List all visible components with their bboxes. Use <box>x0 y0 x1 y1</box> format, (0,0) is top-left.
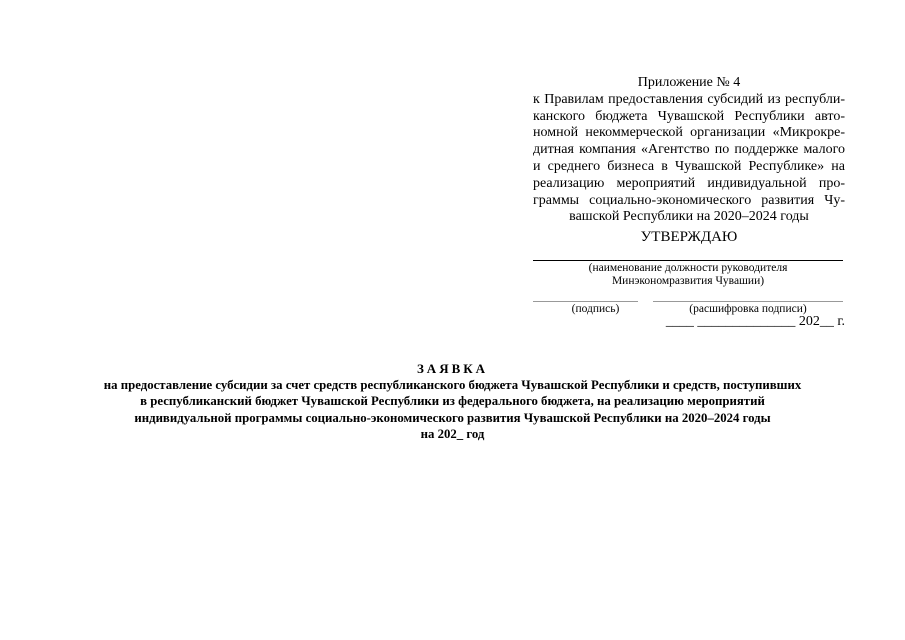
position-caption <box>533 262 843 288</box>
application-line: на 202_ год <box>420 426 485 441</box>
appendix-line: канского бюджета Чувашской Республики авто- <box>533 108 845 124</box>
application-line: индивидуальной программы социально-экономического развития Чувашской Республики на 2020–2024 годы <box>134 410 771 425</box>
decoding-line <box>653 301 843 302</box>
signature-caption: (подпись) <box>571 303 620 315</box>
decoding-caption: (расшифровка подписи) <box>689 303 807 315</box>
position-caption-2: Минэкономразвития Чувашии) <box>611 275 765 287</box>
date-line: ____ ______________ 202__ г. <box>665 314 845 329</box>
appendix-line: граммы социально-экономического развития Чу- <box>533 192 845 208</box>
position-line <box>533 260 843 261</box>
appendix-title: Приложение № 4 <box>637 75 741 90</box>
approval-heading: УТВЕРЖДАЮ <box>640 229 738 245</box>
appendix-line: реализацию мероприятий индивидуальной про- <box>533 175 845 191</box>
appendix-line: дитная компания «Агентство по поддержке малого <box>533 142 845 158</box>
application-title <box>40 361 865 442</box>
application-line: на предоставление субсидии за счет средств республиканского бюджета Чувашской Республики и средств, поступивших <box>103 378 802 393</box>
signature-line <box>533 301 638 302</box>
position-caption-1: (наименование должности руководителя <box>588 262 788 274</box>
appendix-line: вашской Республики на 2020–2024 годы <box>569 209 809 225</box>
application-line: в республиканский бюджет Чувашской Республики из федерального бюджета, на реализацию мероприятий <box>140 394 765 409</box>
appendix-line: к Правилам предоставления субсидий из республи- <box>533 91 845 107</box>
application-heading: ЗАЯВКА <box>416 361 489 376</box>
appendix-line: и среднего бизнеса в Чувашской Республике» на <box>533 158 845 174</box>
appendix-block <box>533 75 845 226</box>
appendix-line: номной некоммерческой организации «Микрокре- <box>533 125 845 141</box>
